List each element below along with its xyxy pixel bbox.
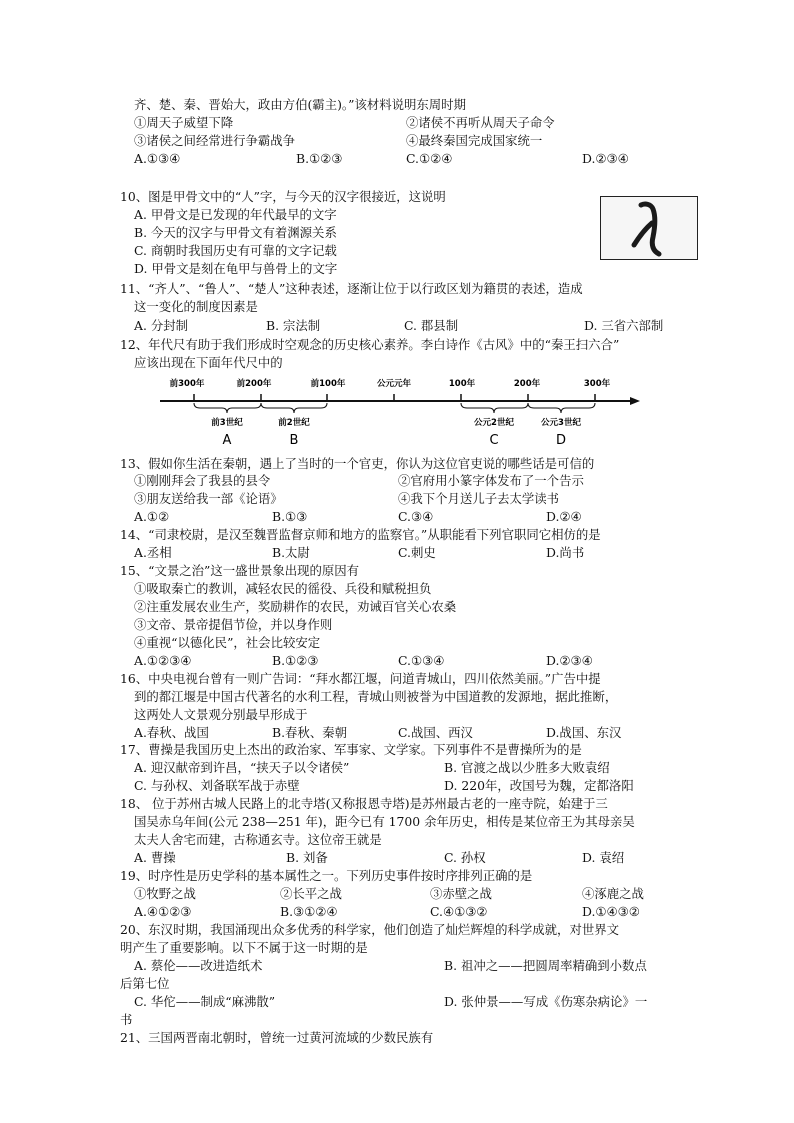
q18-choice-c: C. 孙权 <box>444 850 486 865</box>
q15-choice-a: A.①②③④ <box>134 653 192 668</box>
q14-choice-d: D.尚书 <box>546 545 585 560</box>
q18-stem-line2: 国吴赤乌年间(公元 238—251 年)，距今已有 1700 余年历史，相传是某位帝王为其母亲吴 <box>134 814 635 829</box>
q19-option-3: ③赤壁之战 <box>430 886 492 901</box>
q9-option-2: ②诸侯不再听从周天子命令 <box>406 115 555 130</box>
q19-stem: 19、时序性是历史学科的基本属性之一。下列历史事件按时序排列正确的是 <box>120 868 533 883</box>
q19-option-1: ①牧野之战 <box>134 886 196 901</box>
q17-stem: 17、曹操是我国历史上杰出的政治家、军事家、文学家。下列事件不是曹操所为的是 <box>120 742 582 757</box>
tick-label: 前100年 <box>310 379 346 389</box>
q11-stem-line1: 11、“齐人”、“鲁人”、“楚人”这种表述，逐渐让位于以行政区划为籍贯的表述，造成 <box>120 281 583 296</box>
segment-label: 公元3世纪 <box>541 418 581 428</box>
q13-choice-d: D.②④ <box>546 509 582 524</box>
q15-option-2: ②注重发展农业生产，奖励耕作的农民，劝诫百官关心农桑 <box>134 599 457 614</box>
q11-choice-b: B. 宗法制 <box>266 318 321 333</box>
q9-choice-c: C.①②④ <box>406 151 453 166</box>
q15-option-4: ④重视“以德化民”，社会比较安定 <box>134 635 321 650</box>
timeline-diagram <box>150 372 650 452</box>
segment-letter-d: D <box>555 433 567 448</box>
q16-choice-c: C.战国、西汉 <box>398 725 473 740</box>
q14-choice-a: A.丞相 <box>134 545 172 560</box>
oracle-bone-ren-image <box>600 196 698 260</box>
segment-label: 前3世纪 <box>211 418 243 428</box>
q16-stem-line1: 16、中央电视台曾有一则广告词：“拜水都江堰，问道青城山，四川依然美丽。”广告中提 <box>120 671 601 686</box>
q16-choice-b: B.春秋、秦朝 <box>272 725 347 740</box>
q11-choice-c: C. 郡县制 <box>404 318 459 333</box>
q18-choice-d: D. 袁绍 <box>582 850 625 865</box>
tick-label: 前200年 <box>236 379 272 389</box>
q9-option-4: ④最终秦国完成国家统一 <box>406 133 543 148</box>
q16-stem-line2: 到的都江堰是中国古代著名的水利工程，青城山则被誉为中国道教的发源地，据此推断， <box>134 689 618 704</box>
q18-choice-a: A. 曹操 <box>134 850 176 865</box>
q20-choice-a: A. 蔡伦——改进造纸术 <box>134 958 263 973</box>
q12-stem-line1: 12、年代尺有助于我们形成时空观念的历史核心素养。李白诗作《古风》中的“秦王扫六合” <box>120 337 620 352</box>
q11-choice-a: A. 分封制 <box>134 318 188 333</box>
q9-choice-a: A.①③④ <box>134 151 181 166</box>
q19-option-4: ④涿鹿之战 <box>582 886 644 901</box>
q15-choice-c: C.①③④ <box>398 653 445 668</box>
q10-choice-c: C. 商朝时我国历史有可靠的文字记载 <box>134 243 337 258</box>
q10-stem: 10、图是甲骨文中的“人”字，与今天的汉字很接近，这说明 <box>120 189 446 204</box>
q17-choice-d: D. 220年，改国号为魏，定都洛阳 <box>444 778 634 793</box>
q15-choice-b: B.①②③ <box>272 653 319 668</box>
q13-option-2: ②官府用小篆字体发布了一个告示 <box>398 473 584 488</box>
segment-letter-a: A <box>222 433 232 448</box>
q16-stem-line3: 这两处人文景观分别最早形成于 <box>134 707 308 722</box>
q10-choice-b: B. 今天的汉字与甲骨文有着渊源关系 <box>134 225 337 240</box>
q20-choice-d: D. 张仲景——写成《伤寒杂病论》一 <box>444 994 648 1009</box>
q14-stem: 14、“司隶校尉，是汉至魏晋监督京师和地方的监察官。”从职能看下列官职同它相仿的是 <box>120 527 601 542</box>
tick-label: 300年 <box>583 379 611 389</box>
q13-stem: 13、假如你生活在秦朝，遇上了当时的一个官吏，你认为这位官吏说的哪些话是可信的 <box>120 456 595 471</box>
q15-choice-d: D.②③④ <box>546 653 593 668</box>
segment-label: 前2世纪 <box>278 418 310 428</box>
q15-option-3: ③文帝、景帝提倡节俭，并以身作则 <box>134 617 333 632</box>
q9-stem: 齐、楚、秦、晋始大，政由方伯(霸主)。”该材料说明东周时期 <box>134 97 466 112</box>
q18-choice-b: B. 刘备 <box>286 850 328 865</box>
tick-label: 公元元年 <box>376 379 412 389</box>
q17-choice-b: B. 官渡之战以少胜多大败袁绍 <box>444 760 610 775</box>
q9-option-1: ①周天子威望下降 <box>134 115 234 130</box>
q12-stem-line2: 应该出现在下面年代尺中的 <box>134 355 283 370</box>
q13-choice-c: C.③④ <box>398 509 434 524</box>
q18-stem-line1: 18、 位于苏州古城人民路上的北寺塔(又称报恩寺塔)是苏州最古老的一座寺院，始建于三 <box>120 796 608 811</box>
q9-option-3: ③诸侯之间经常进行争霸战争 <box>134 133 296 148</box>
q19-choice-c: C.④①③② <box>430 904 488 919</box>
segment-letter-b: B <box>289 433 299 448</box>
q20-stem-line2: 明产生了重要影响。以下不属于这一时期的是 <box>120 940 368 955</box>
segment-letter-c: C <box>489 433 499 448</box>
q19-choice-a: A.④①②③ <box>134 904 192 919</box>
q20-choice-d-cont: 书 <box>120 1012 133 1027</box>
q17-choice-a: A. 迎汉献帝到许昌，“挟天子以令诸侯” <box>134 760 350 775</box>
q10-choice-d: D. 甲骨文是刻在龟甲与兽骨上的文字 <box>134 261 338 276</box>
segment-label: 公元2世纪 <box>474 418 514 428</box>
tick-label: 200年 <box>513 379 541 389</box>
q13-option-1: ①刚刚拜会了我县的县令 <box>134 473 271 488</box>
oracle-bone-ren-glyph <box>601 197 697 259</box>
q15-stem: 15、“文景之治”这一盛世景象出现的原因有 <box>120 563 360 578</box>
q14-choice-b: B.太尉 <box>272 545 310 560</box>
q19-option-2: ②长平之战 <box>280 886 342 901</box>
q13-choice-b: B.①③ <box>272 509 308 524</box>
q18-stem-line3: 太夫人舍宅而建，古称通玄寺。这位帝王就是 <box>134 832 382 847</box>
q16-choice-d: D.战国、东汉 <box>546 725 622 740</box>
tick-label: 100年 <box>448 379 476 389</box>
q19-choice-d: D.①④③② <box>582 904 640 919</box>
q13-option-4: ④我下个月送儿子去太学读书 <box>398 491 560 506</box>
q20-choice-c: C. 华佗——制成“麻沸散” <box>134 994 276 1009</box>
q20-choice-b-cont: 后第七位 <box>120 976 170 991</box>
q15-option-1: ①吸取秦亡的教训，减轻农民的徭役、兵役和赋税担负 <box>134 581 432 596</box>
q11-stem-line2: 这一变化的制度因素是 <box>134 299 258 314</box>
q16-choice-a: A.春秋、战国 <box>134 725 209 740</box>
q14-choice-c: C.刺史 <box>398 545 436 560</box>
q19-choice-b: B.③①②④ <box>280 904 338 919</box>
q13-option-3: ③朋友送给我一部《论语》 <box>134 491 283 506</box>
q10-choice-a: A. 甲骨文是已发现的年代最早的文字 <box>134 207 337 222</box>
q20-stem-line1: 20、东汉时期，我国涌现出众多优秀的科学家，他们创造了灿烂辉煌的科学成就，对世界文 <box>120 922 620 937</box>
tick-label: 前300年 <box>169 379 205 389</box>
q20-choice-b: B. 祖冲之——把圆周率精确到小数点 <box>444 958 647 973</box>
q9-choice-d: D.②③④ <box>582 151 629 166</box>
q11-choice-d: D. 三省六部制 <box>584 318 664 333</box>
q9-choice-b: B.①②③ <box>296 151 343 166</box>
q17-choice-c: C. 与孙权、刘备联军战于赤壁 <box>134 778 300 793</box>
q13-choice-a: A.①② <box>134 509 170 524</box>
q21-stem: 21、三国两晋南北朝时，曾统一过黄河流域的少数民族有 <box>120 1030 434 1045</box>
